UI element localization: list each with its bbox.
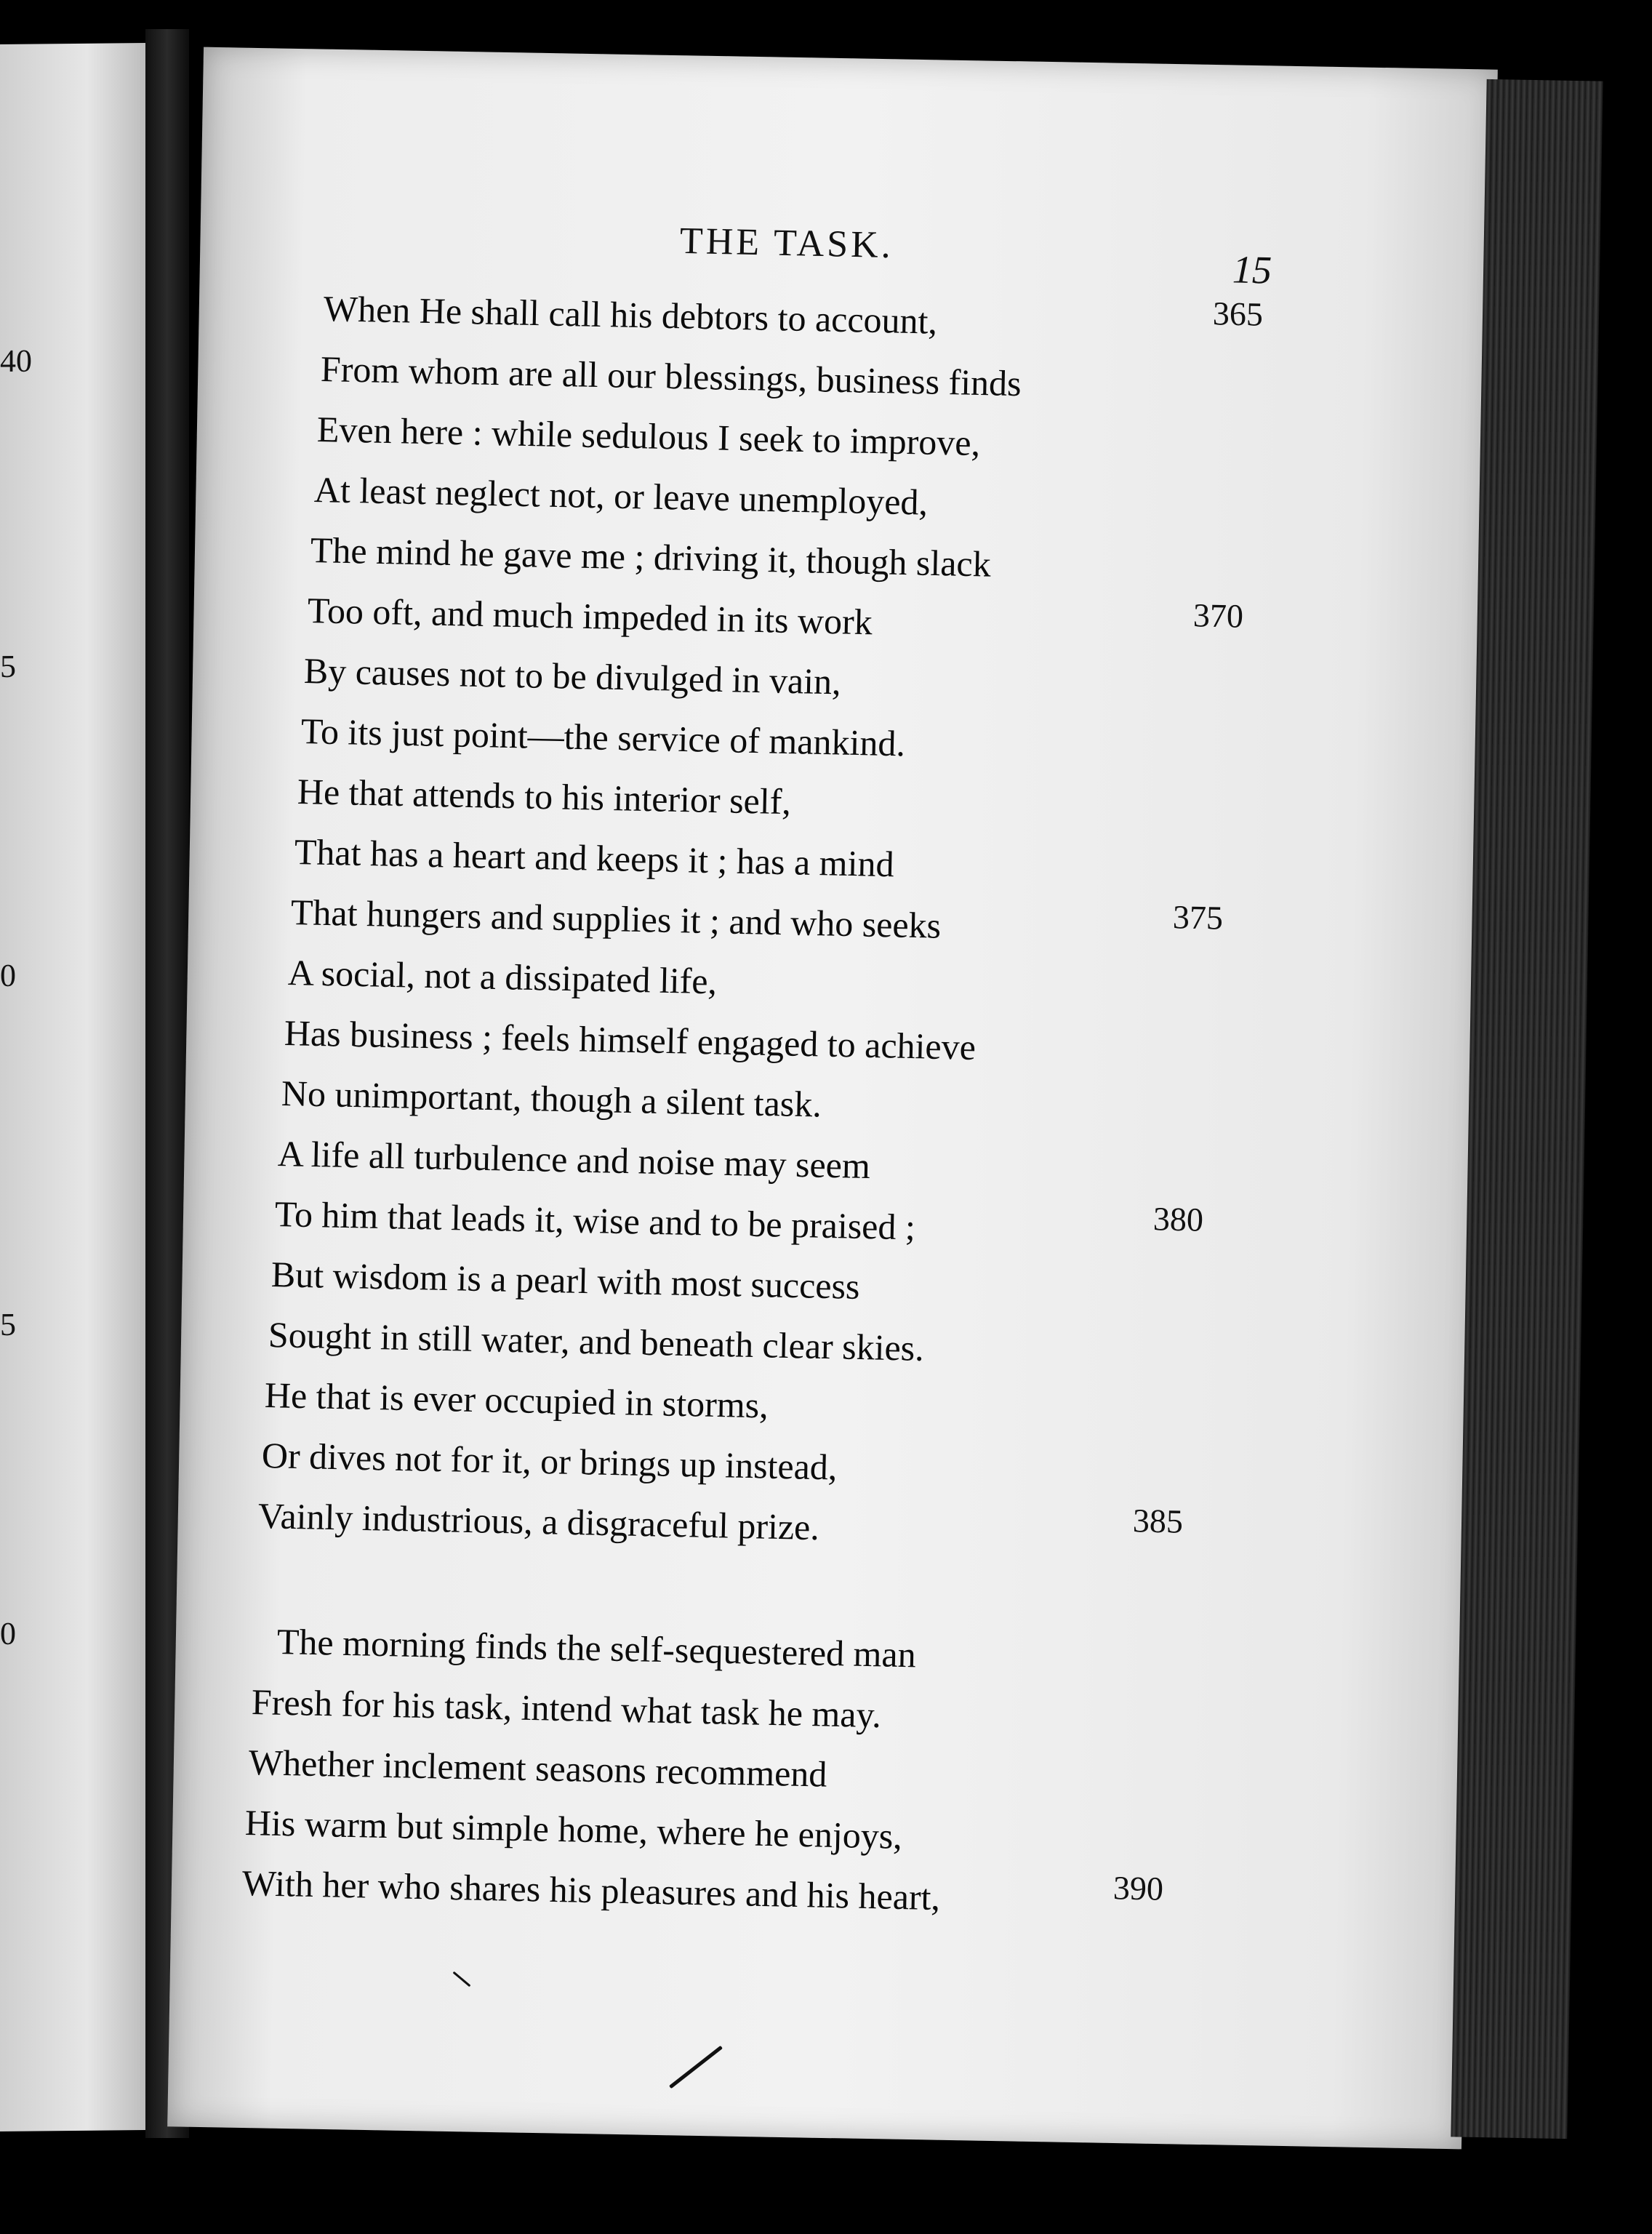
verse-line: His warm but simple home, where he enjoys, <box>244 1802 903 1857</box>
verse-line: With her who shares his pleasures and his heart, <box>241 1862 941 1918</box>
verse-line: When He shall call his debtors to account, <box>323 288 938 342</box>
verse-line: Too oft, and much impeded in its work <box>306 590 873 643</box>
verse-line: The mind he gave me ; driving it, though slack <box>310 529 992 585</box>
left-margin-number: 0 <box>0 957 16 994</box>
verse-line: Even here : while sedulous I seek to improve, <box>316 409 981 464</box>
line-number: 380 <box>1152 1200 1204 1238</box>
verse-line: The morning finds the self-sequestered man <box>276 1621 916 1676</box>
verse-line: From whom are all our blessings, business finds <box>319 348 1022 404</box>
left-margin-number: 0 <box>0 1615 16 1652</box>
verse-line: At least neglect not, or leave unemployed, <box>313 469 929 523</box>
verse-line: To its just point—the service of mankind. <box>300 710 906 764</box>
verse-line: To him that leads it, wise and to be praised ; <box>273 1193 915 1248</box>
verse-line: By causes not to be divulged in vain, <box>303 650 842 702</box>
verse-line: But wisdom is a pearl with most success <box>270 1254 861 1307</box>
verse-line: A life all turbulence and noise may seem <box>277 1133 871 1187</box>
verse-line: Sought in still water, and beneath clear skies. <box>267 1314 924 1369</box>
verse-line: He that is ever occupied in storms, <box>264 1374 769 1426</box>
running-head: THE TASK. <box>679 220 894 267</box>
verse-line: Fresh for his task, intend what task he may. <box>251 1681 882 1736</box>
left-margin-number: 40 <box>0 343 32 380</box>
line-number: 365 <box>1212 295 1264 333</box>
line-number: 370 <box>1192 596 1244 635</box>
line-number: 375 <box>1172 898 1224 937</box>
verse-line: Has business ; feels himself engaged to achieve <box>284 1012 977 1068</box>
verse-line: No unimportant, though a silent task. <box>280 1073 822 1125</box>
page-number: 15 <box>1232 247 1272 292</box>
verse-line: He that attends to his interior self, <box>297 771 792 822</box>
verse-line: Vainly industrious, a disgraceful prize. <box>257 1495 820 1548</box>
verse-line: That hungers and supplies it ; and who seeks <box>290 892 942 946</box>
verse-line: Or dives not for it, or brings up instead, <box>260 1435 838 1488</box>
line-number: 385 <box>1132 1502 1184 1540</box>
left-margin-number: 5 <box>0 1306 16 1343</box>
left-margin-number: 5 <box>0 648 16 685</box>
previous-page <box>0 43 145 2131</box>
verse-line: Whether inclement seasons recommend <box>247 1742 827 1795</box>
verse-line: A social, not a dissipated life, <box>286 952 718 1002</box>
line-number: 390 <box>1112 1869 1164 1907</box>
verse-line: That has a heart and keeps it ; has a mind <box>293 831 894 885</box>
